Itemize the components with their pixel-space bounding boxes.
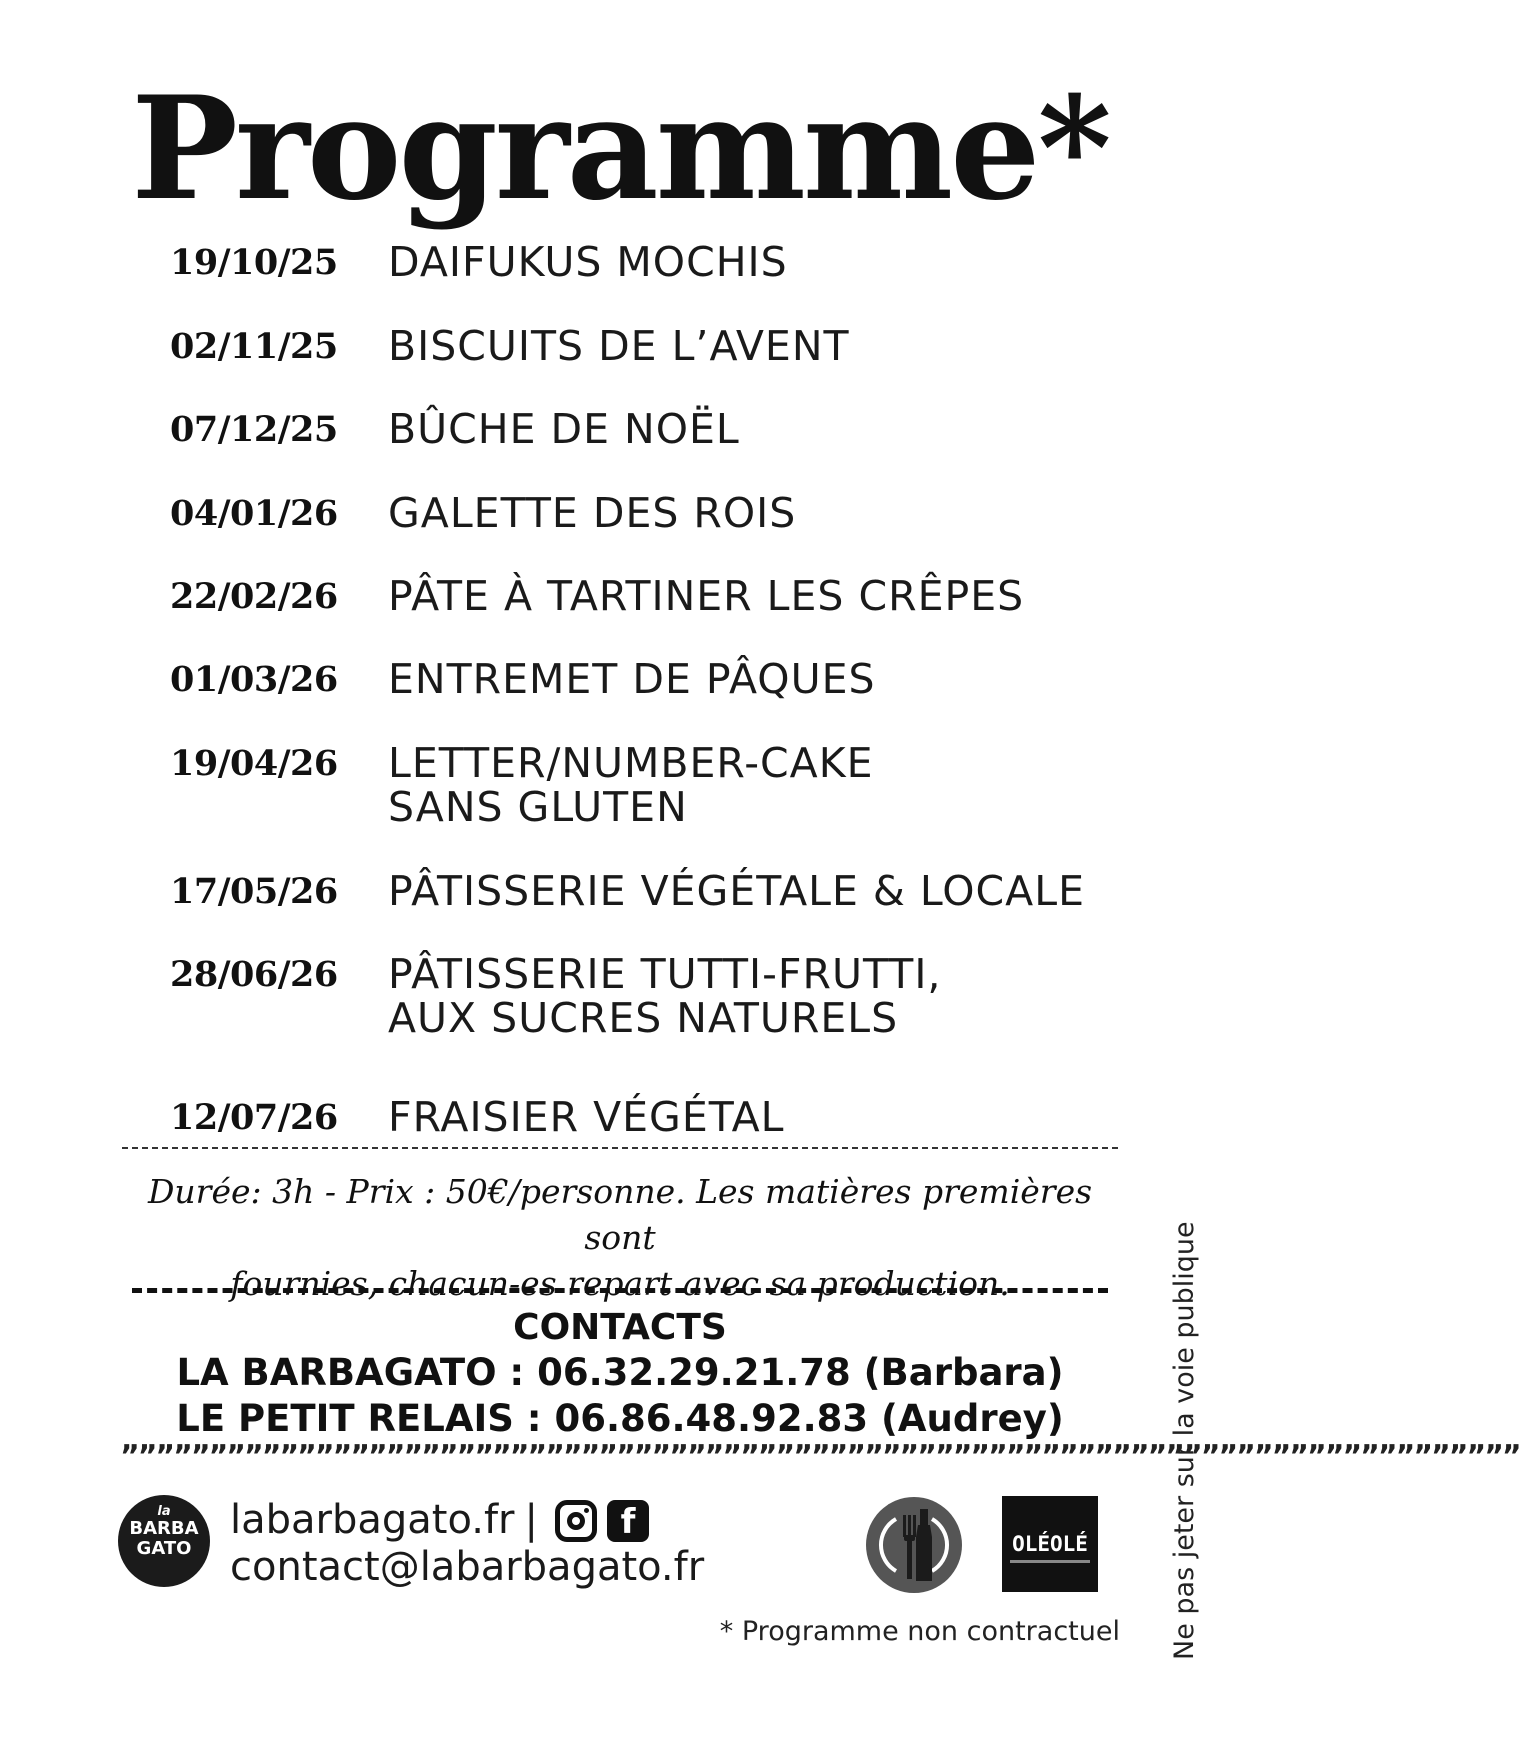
petit-relais-logo [866, 1497, 962, 1593]
program-row [170, 491, 796, 537]
program-row [170, 407, 740, 453]
divider-dashed-thick [132, 1288, 1108, 1293]
program-date: 22/02/26 [170, 576, 338, 617]
page-title: Programme* [131, 66, 1109, 232]
program-date: 02/11/25 [170, 326, 338, 367]
program-event [388, 324, 850, 368]
barbagato-logo [118, 1495, 210, 1587]
barbagato-logo-small: la [157, 1504, 171, 1519]
program-date: 07/12/25 [170, 409, 338, 450]
program-event [388, 574, 1024, 618]
contacts-block [0, 1306, 1240, 1442]
oleole-logo-text: OLÉOLÉ [1012, 1532, 1088, 1556]
workshop-info [120, 1169, 1120, 1307]
website-link[interactable]: labarbagato.fr [230, 1497, 515, 1543]
program-event [388, 952, 941, 1040]
program-event [388, 1095, 784, 1139]
program-event-line: PÂTE À TARTINER LES CRÊPES [388, 572, 1025, 620]
program-row [170, 952, 941, 1040]
program-event-line: PÂTISSERIE VÉGÉTALE & LOCALE [388, 867, 1085, 915]
program-event-line: ENTREMET DE PÂQUES [388, 655, 876, 703]
instagram-icon[interactable] [555, 1500, 597, 1542]
program-event-line: BISCUITS DE L’AVENT [388, 322, 850, 370]
program-date: 12/07/26 [170, 1097, 338, 1138]
divider-dashed-thin [122, 1147, 1118, 1149]
barbagato-logo-line2: GATO [136, 1538, 192, 1559]
email-link[interactable]: contact@labarbagato.fr [230, 1544, 705, 1590]
separator: | [524, 1497, 538, 1543]
program-event [388, 657, 876, 701]
program-event [388, 741, 874, 829]
program-date: 04/01/26 [170, 493, 338, 534]
program-date: 19/10/25 [170, 242, 338, 283]
program-event-line: DAIFUKUS MOCHIS [388, 238, 788, 286]
program-event [388, 491, 796, 535]
contacts-heading: CONTACTS [513, 1307, 727, 1348]
program-row [170, 741, 874, 829]
program-event [388, 407, 740, 451]
program-row [170, 657, 876, 703]
decorative-quote-divider: ””””””””””””””””””””””””””””””””””””””””””””””””””””””””””””””””””””””””””””””” [120, 1439, 1520, 1474]
program-event-line: SANS GLUTEN [388, 783, 688, 831]
program-event [388, 869, 1085, 913]
info-line-2: fournies, chacun-es repart avec sa production. [230, 1264, 1010, 1303]
program-row [170, 574, 1024, 620]
program-event-line: LETTER/NUMBER-CAKE [388, 739, 874, 787]
program-event-line: GALETTE DES ROIS [388, 489, 797, 537]
website-row [230, 1496, 548, 1544]
contact-petit-relais: LE PETIT RELAIS : 06.86.48.92.83 (Audrey) [176, 1397, 1064, 1440]
program-event [388, 240, 788, 284]
program-date: 01/03/26 [170, 659, 338, 700]
footnote: * Programme non contractuel [719, 1616, 1120, 1647]
contact-barbagato: LA BARBAGATO : 06.32.29.21.78 (Barbara) [176, 1351, 1064, 1394]
info-line-1: Durée: 3h - Prix : 50€/personne. Les matières premières sont [147, 1172, 1093, 1257]
barbagato-logo-line1: BARBA [129, 1518, 199, 1539]
vertical-note: Ne pas jeter sur la voie publique [1169, 1221, 1200, 1660]
program-date: 19/04/26 [170, 743, 338, 784]
facebook-icon[interactable]: f [607, 1500, 649, 1542]
program-event-line: BÛCHE DE NOËL [388, 405, 740, 453]
program-row [170, 869, 1085, 915]
program-row [170, 1095, 784, 1141]
program-row [170, 324, 850, 370]
program-event-line: AUX SUCRES NATURELS [388, 994, 899, 1042]
program-event-line: FRAISIER VÉGÉTAL [388, 1093, 785, 1141]
program-row [170, 240, 788, 286]
program-date: 28/06/26 [170, 954, 338, 995]
program-date: 17/05/26 [170, 871, 338, 912]
social-icons [555, 1500, 649, 1542]
oleole-logo [1002, 1496, 1098, 1592]
program-event-line: PÂTISSERIE TUTTI-FRUTTI, [388, 950, 942, 998]
